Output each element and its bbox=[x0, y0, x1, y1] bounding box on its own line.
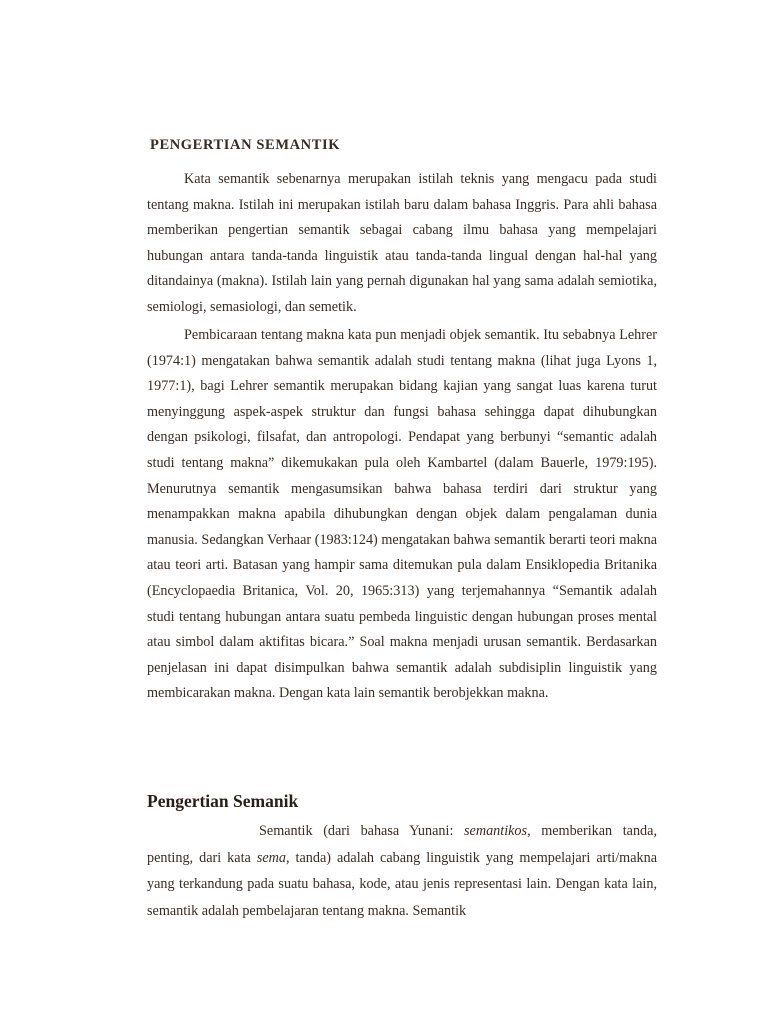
text-segment: Semantik (dari bahasa Yunani: bbox=[259, 823, 464, 839]
paragraph-semantik-definition bbox=[147, 818, 657, 924]
italic-term-semantikos: semantikos bbox=[464, 823, 528, 839]
section-title-pengertian-semanik: Pengertian Semanik bbox=[147, 791, 299, 811]
italic-term-sema: sema bbox=[256, 849, 286, 866]
section-title-pengertian-semantik: PENGERTIAN SEMANTIK bbox=[150, 137, 341, 153]
text-segment: , memberikan tanda, penting, dari kata bbox=[147, 823, 657, 866]
text-segment: , tanda) adalah cabang linguistik yang mempelajari arti/makna yang terkandung pada suatu bahasa, kode, atau jenis representasi lain. Dengan kata lain, semantik adalah pembelajaran tentang makna. Semantik bbox=[147, 849, 657, 919]
paragraph-definition: Kata semantik sebenarnya merupakan istilah teknis yang mengacu pada studi tentang makna. Istilah ini merupakan istilah baru dalam bahasa Inggris. Para ahli bahasa memberikan pengertian semantik sebagai cabang ilmu bahasa yang mempelajari hubungan antara tanda-tanda linguistik atau tanda-tanda lingual dengan hal-hal yang ditandainya (makna). Istilah lain yang pernah digunakan hal yang sama adalah semiotika, semiologi, semasiologi, dan semetik. bbox=[147, 171, 657, 315]
paragraph-discussion: Pembicaraan tentang makna kata pun menjadi objek semantik. Itu sebabnya Lehrer (1974:1) mengatakan bahwa semantik adalah studi tentang makna (lihat juga Lyons 1, 1977:1), bagi Lehrer semantik merupakan bidang kajian yang sangat luas karena turut menyinggung aspek-aspek struktur dan fungsi bahasa sehingga dapat dihubungkan dengan psikologi, filsafat, dan antropologi. Pendapat yang berbunyi “semantic adalah studi tentang makna” dikemukakan pula oleh Kambartel (dalam Bauerle, 1979:195). Menurutnya semantik mengasumsikan bahwa bahasa terdiri dari struktur yang menampakkan makna apabila dihubungkan dengan objek dalam pengalaman dunia manusia. Sedangkan Verhaar (1983:124) mengatakan bahwa semantik berarti teori makna atau teori arti. Batasan yang hampir sama ditemukan pula dalam Ensiklopedia Britanika (Encyclopaedia Britanica, Vol. 20, 1965:313) yang terjemahannya “Semantik adalah studi tentang hubungan antara suatu pembeda linguistic dengan hubungan proses mental atau simbol dalam aktifitas bicara.” Soal makna menjadi urusan semantik. Berdasarkan penjelasan ini dapat disimpulkan bahwa semantik adalah subdisiplin linguistik yang membicarakan makna. Dengan kata lain semantik berobjekkan makna. bbox=[147, 327, 657, 702]
